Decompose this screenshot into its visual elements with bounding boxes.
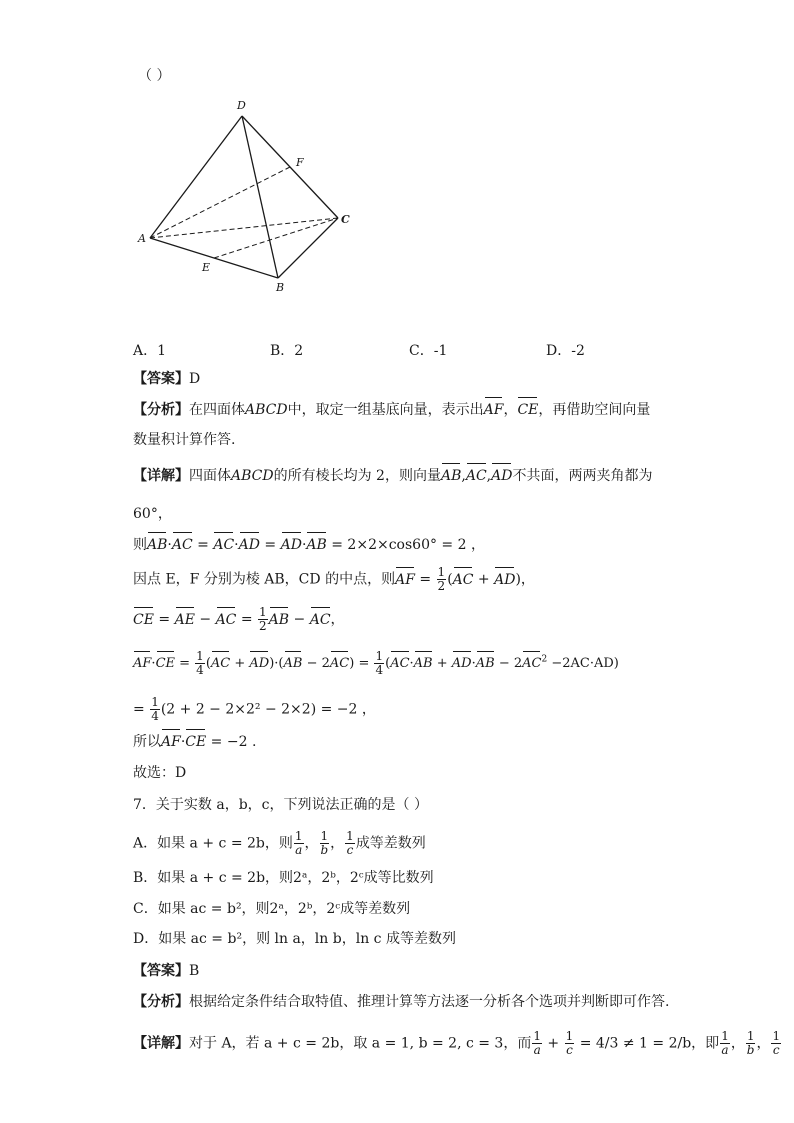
q7-option-a: A．如果 a + c = 2b，则 $\frac{1}{a}$ ， $\frac{1}{b}$ ， $\frac{1}{c}$ 成等差数列 [133, 829, 426, 857]
segment-ec-dashed [214, 218, 338, 258]
option-b: B．2 [270, 343, 304, 359]
label-a: A [138, 232, 146, 245]
option-c: C．-1 [409, 343, 448, 359]
q6-answer: 【答案】D [133, 371, 201, 387]
q7-analysis: 【分析】根据给定条件结合取特值、推理计算等方法逐一分析各个选项并判断即可作答. [133, 994, 670, 1010]
q6-pick: 故选：D [133, 765, 187, 781]
answer-paren: （ ） [138, 68, 171, 84]
edge-da [150, 116, 242, 238]
q6-detail-line3: 则AB·AC = AC·AD = AD·AB = 2×2×cos60° = 2 ， [133, 537, 485, 553]
q6-detail-line1: 【详解】四面体ABCD的所有棱长均为 2，则向量AB,AC,AD不共面，两两夹角都为 [133, 468, 653, 484]
option-a: A．1 [133, 343, 167, 359]
q7-detail: 【详解】对于 A，若 a + c = 2b，取 a = 1, b = 2, c = 3，而 $\frac{1}{a}$ + $\frac{1}{c}$ = 4/3 ≠ 1 = 2/b，即 $\frac{1}{a}$ ， $\frac{1}{b}$ ， $\frac{1}{c}$ [133, 1029, 781, 1057]
q7-stem: 7．关于实数 a，b，c，下列说法正确的是（ ） [133, 797, 428, 813]
label-b: B [276, 281, 285, 294]
q6-detail-line5: CE = AE − AC = $\frac{1}{2}$ AB − AC， [133, 605, 345, 633]
option-d: D．-2 [546, 343, 585, 359]
q6-analysis-line1: 【分析】在四面体ABCD中，取定一组基底向量，表示出AF，CE，再借助空间向量 [133, 402, 651, 418]
edge-ac-dashed [150, 218, 338, 238]
label-d: D [237, 99, 246, 112]
q6-analysis-line2: 数量积计算作答. [133, 432, 236, 448]
q7-option-d: D．如果 ac = b²，则 ln a，ln b，ln c 成等差数列 [133, 931, 456, 947]
q6-detail-line6: AF·CE = $\frac{1}{4}$ (AC + AD)·(AB − 2AC) = $\frac{1}{4}$ $(AC\cdot AB + AD\cdot AB - 2AC^2 -2AC\cdot AD)$ [133, 649, 619, 677]
label-f: F [296, 156, 304, 169]
edge-bc [278, 218, 338, 278]
tetrahedron-figure [130, 96, 370, 296]
q6-detail-line4: 因点 E，F 分别为棱 AB，CD 的中点，则AF = $\frac{1}{2}$ (AC + AD)， [133, 565, 535, 593]
segment-af-dashed [150, 167, 290, 238]
q6-detail-line7: = $\frac{1}{4}$ (2 + 2 − 2×2² − 2×2) = −2 ， [133, 695, 376, 723]
q7-answer: 【答案】B [133, 963, 200, 979]
edge-db [242, 116, 278, 278]
label-e: E [202, 261, 211, 274]
q7-option-b: B．如果 a + c = 2b，则2ᵃ，2ᵇ，2ᶜ成等比数列 [133, 870, 434, 886]
q6-detail-line2: 60°， [133, 506, 172, 522]
q7-option-c: C．如果 ac = b²，则2ᵃ，2ᵇ，2ᶜ成等差数列 [133, 901, 411, 917]
q6-detail-line8: 所以AF·CE = −2 . [133, 734, 257, 750]
label-c: C [341, 213, 350, 226]
